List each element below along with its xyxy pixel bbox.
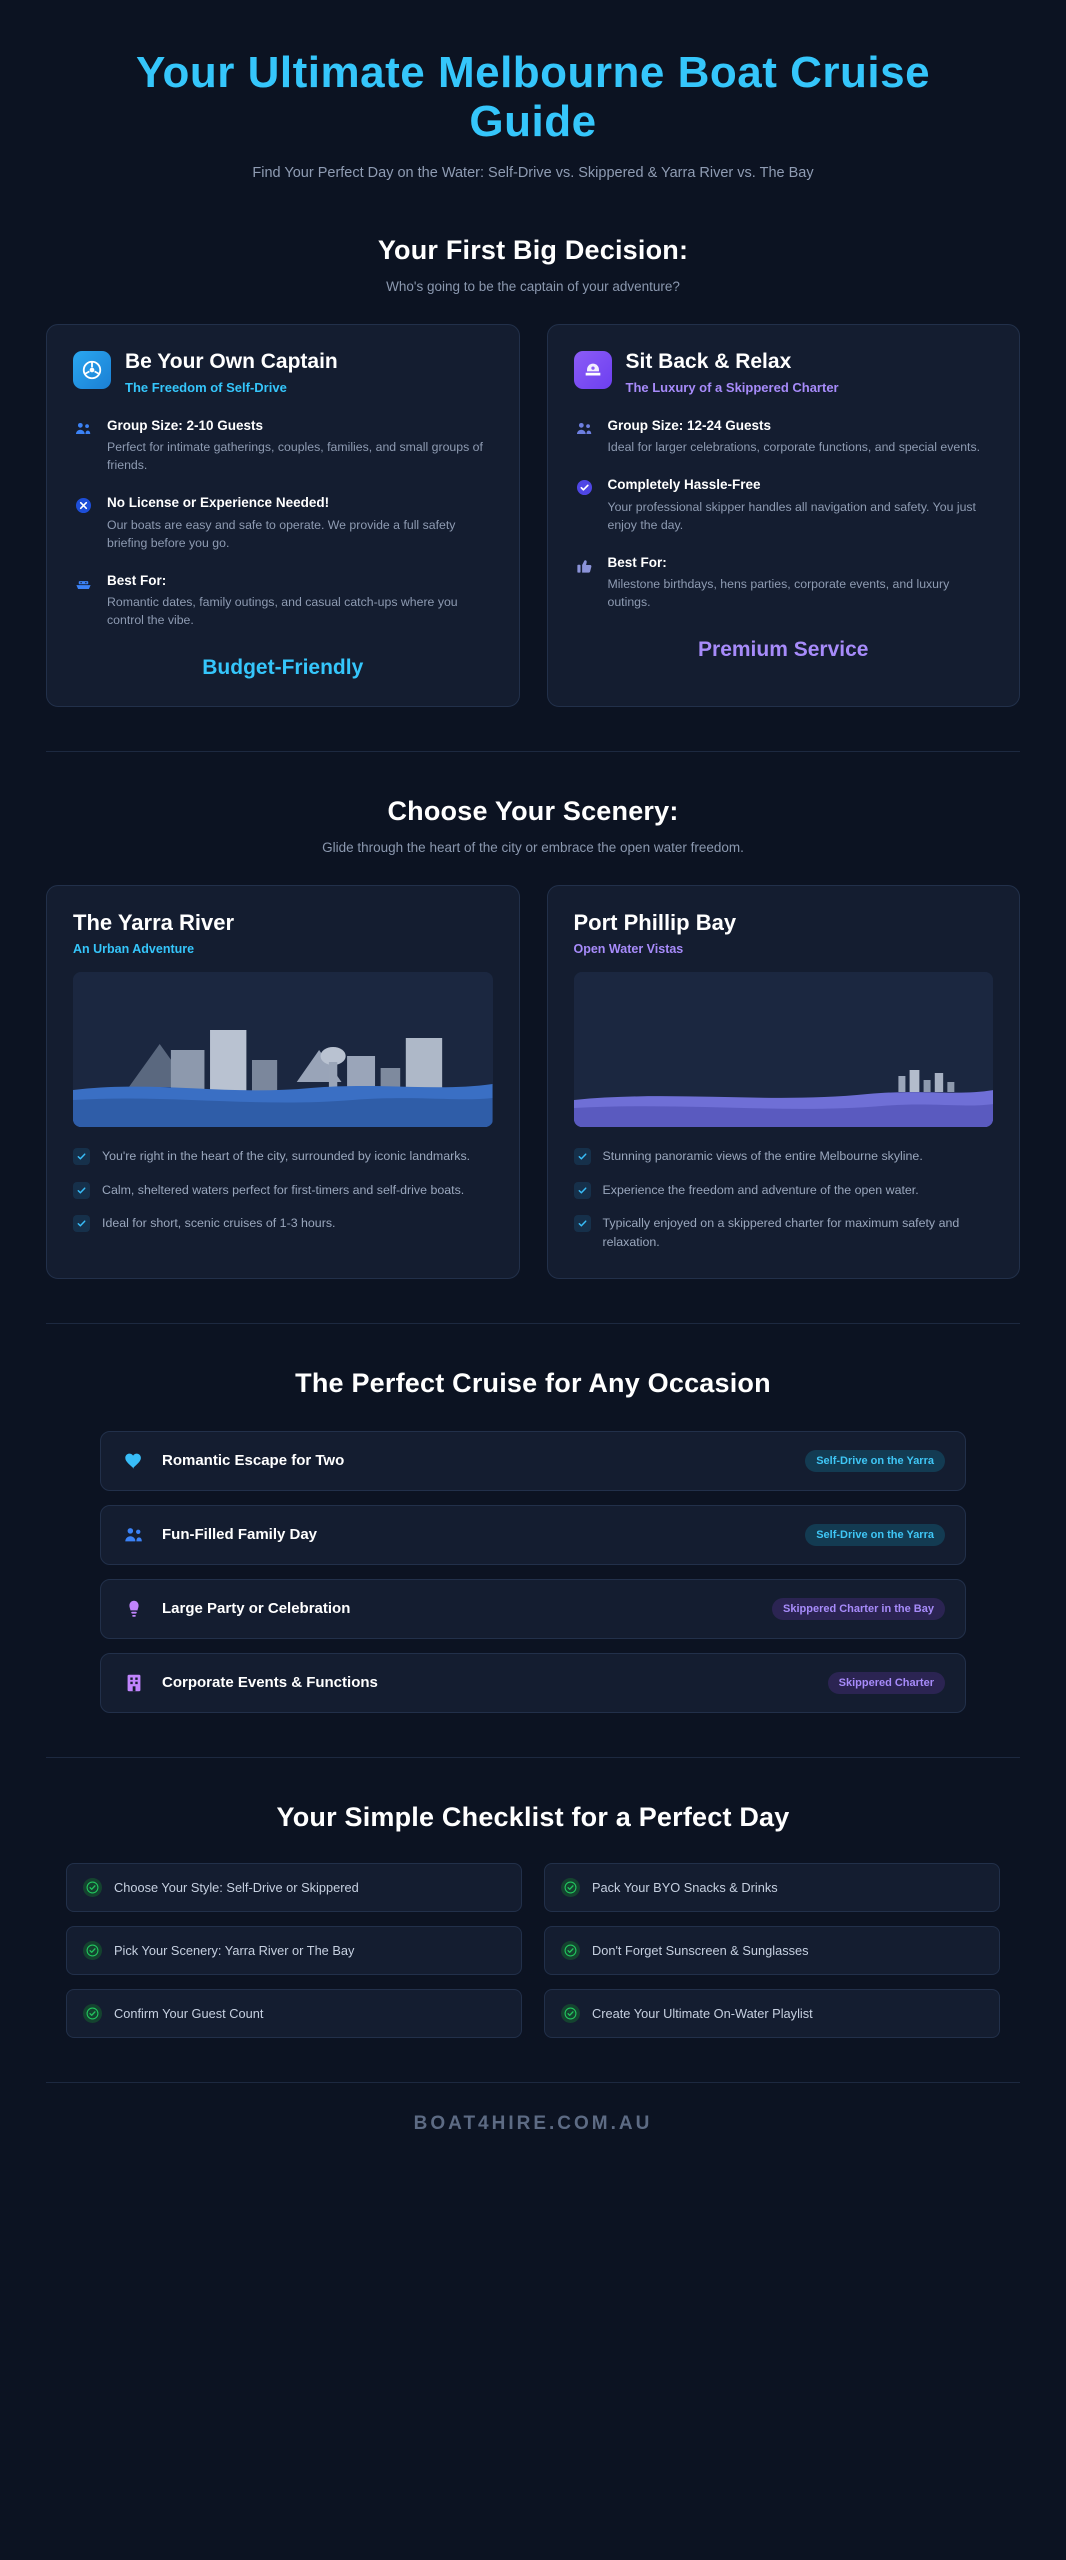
card-header-text bbox=[125, 349, 338, 395]
scenery-point bbox=[73, 1181, 493, 1200]
feature-list bbox=[73, 417, 493, 630]
scenery-title: Choose Your Scenery: bbox=[387, 796, 679, 827]
page-subtitle: Find Your Perfect Day on the Water: Self-Drive vs. Skippered & Yarra River vs. The Bay bbox=[252, 164, 814, 181]
feature-heading: Best For: bbox=[107, 572, 167, 588]
checklist-grid bbox=[46, 1863, 1020, 2038]
check-circle-icon bbox=[574, 477, 595, 498]
page-header bbox=[46, 30, 1020, 191]
check-icon bbox=[73, 1148, 90, 1165]
feature-list bbox=[574, 417, 994, 612]
scenery-card-row bbox=[46, 885, 1020, 1278]
section-decision bbox=[46, 235, 1020, 708]
feature-item bbox=[574, 554, 994, 612]
checklist-item-label: Confirm Your Guest Count bbox=[114, 2005, 264, 2021]
occasion-list bbox=[46, 1431, 1020, 1713]
occasion-badge: Skippered Charter bbox=[828, 1672, 945, 1694]
scenery-point bbox=[73, 1214, 493, 1233]
occasion-row-corporate bbox=[100, 1653, 966, 1713]
scenery-card-tagline: An Urban Adventure bbox=[73, 942, 195, 957]
check-icon bbox=[574, 1148, 591, 1165]
group-icon bbox=[574, 418, 595, 439]
boat-icon bbox=[73, 573, 94, 594]
card-footer-label: Premium Service bbox=[698, 638, 869, 662]
occasion-row-romantic bbox=[100, 1431, 966, 1491]
scenery-point-text: Experience the freedom and adventure of the open water. bbox=[602, 1182, 919, 1197]
feature-heading: No License or Experience Needed! bbox=[107, 495, 330, 511]
feature-body bbox=[107, 494, 493, 552]
scenery-card-tagline: Open Water Vistas bbox=[573, 942, 684, 957]
check-circle-icon bbox=[561, 2004, 580, 2023]
checklist-item[interactable] bbox=[66, 1926, 522, 1975]
scenery-point bbox=[73, 1147, 493, 1166]
scenery-point bbox=[574, 1147, 994, 1166]
occasion-label: Corporate Events & Functions bbox=[162, 1674, 378, 1692]
feature-heading: Group Size: 2-10 Guests bbox=[107, 417, 264, 433]
feature-text: Milestone birthdays, hens parties, corporate events, and luxury outings. bbox=[607, 577, 950, 610]
card-tagline: The Luxury of a Skippered Charter bbox=[625, 379, 839, 395]
occasion-badge: Self-Drive on the Yarra bbox=[805, 1524, 945, 1546]
page-footer bbox=[46, 2082, 1020, 2163]
steering-wheel-icon bbox=[73, 351, 111, 389]
feature-item bbox=[73, 494, 493, 552]
feature-text: Your professional skipper handles all navigation and safety. You just enjoy the day. bbox=[607, 499, 976, 532]
divider bbox=[46, 1323, 1020, 1324]
feature-text: Our boats are easy and safe to operate. We provide a full safety briefing before you go. bbox=[107, 517, 456, 550]
checklist-item[interactable] bbox=[544, 1926, 1000, 1975]
check-icon bbox=[73, 1182, 90, 1199]
feature-text: Perfect for intimate gatherings, couples, families, and small groups of friends. bbox=[107, 440, 483, 473]
checklist-item-label: Pack Your BYO Snacks & Drinks bbox=[592, 1879, 778, 1895]
occasion-badge: Skippered Charter in the Bay bbox=[772, 1598, 945, 1620]
occasion-label: Large Party or Celebration bbox=[162, 1600, 351, 1618]
group-icon bbox=[73, 418, 94, 439]
scenery-point-text: Calm, sheltered waters perfect for first-timers and self-drive boats. bbox=[102, 1182, 465, 1197]
check-icon bbox=[574, 1182, 591, 1199]
scenery-points bbox=[574, 1147, 994, 1251]
scenery-card-title: Port Phillip Bay bbox=[573, 910, 737, 936]
card-yarra-river bbox=[46, 885, 520, 1278]
checklist-item[interactable] bbox=[66, 1989, 522, 2038]
feature-item bbox=[73, 572, 493, 630]
heart-icon bbox=[121, 1448, 147, 1474]
scenery-point-text: Ideal for short, scenic cruises of 1-3 hours. bbox=[102, 1216, 336, 1231]
feature-heading: Completely Hassle-Free bbox=[607, 477, 761, 493]
check-circle-icon bbox=[83, 2004, 102, 2023]
section-scenery bbox=[46, 796, 1020, 1278]
divider bbox=[46, 751, 1020, 752]
scenery-card-title: The Yarra River bbox=[73, 910, 235, 936]
family-icon bbox=[121, 1522, 147, 1548]
party-icon bbox=[121, 1596, 147, 1622]
feature-heading: Group Size: 12-24 Guests bbox=[607, 417, 772, 433]
divider bbox=[46, 1757, 1020, 1758]
decision-subtitle: Who's going to be the captain of your adventure? bbox=[386, 278, 680, 294]
scenery-point-text: You're right in the heart of the city, surrounded by iconic landmarks. bbox=[102, 1149, 471, 1164]
feature-body bbox=[107, 572, 493, 630]
checklist-item-label: Choose Your Style: Self-Drive or Skippered bbox=[114, 1879, 359, 1895]
thumbs-up-icon bbox=[574, 555, 595, 576]
feature-item bbox=[574, 476, 994, 534]
scenery-point bbox=[574, 1214, 994, 1251]
card-header-text bbox=[626, 349, 839, 395]
feature-body bbox=[107, 417, 493, 475]
feature-text: Romantic dates, family outings, and casual catch-ups where you control the vibe. bbox=[107, 595, 458, 628]
decision-title: Your First Big Decision: bbox=[377, 234, 689, 265]
building-icon bbox=[121, 1670, 147, 1696]
feature-item bbox=[574, 417, 994, 458]
page-title: Your Ultimate Melbourne Boat Cruise Guide bbox=[135, 48, 931, 147]
check-icon bbox=[574, 1215, 591, 1232]
feature-text: Ideal for larger celebrations, corporate functions, and special events. bbox=[607, 440, 981, 455]
card-skippered bbox=[547, 324, 1021, 708]
checklist-item[interactable] bbox=[544, 1863, 1000, 1912]
feature-heading: Best For: bbox=[607, 554, 667, 570]
occasion-label: Romantic Escape for Two bbox=[162, 1452, 345, 1470]
check-circle-icon bbox=[561, 1878, 580, 1897]
occasion-row-party bbox=[100, 1579, 966, 1639]
checklist-item[interactable] bbox=[544, 1989, 1000, 2038]
occasion-badge: Self-Drive on the Yarra bbox=[805, 1450, 945, 1472]
card-title: Be Your Own Captain bbox=[125, 349, 338, 373]
scenery-point-text: Stunning panoramic views of the entire Melbourne skyline. bbox=[602, 1149, 923, 1164]
card-title: Sit Back & Relax bbox=[625, 349, 792, 373]
city-skyline-river-illustration bbox=[73, 972, 493, 1127]
section-occasions bbox=[46, 1368, 1020, 1713]
occasion-label: Fun-Filled Family Day bbox=[162, 1526, 318, 1544]
scenery-points bbox=[73, 1147, 493, 1233]
card-self-drive bbox=[46, 324, 520, 708]
card-footer-label: Budget-Friendly bbox=[202, 656, 364, 680]
feature-body bbox=[608, 476, 994, 534]
checklist-item-label: Pick Your Scenery: Yarra River or The Bay bbox=[114, 1942, 355, 1958]
brand-name: BOAT4HIRE.COM.AU bbox=[413, 2112, 653, 2134]
check-icon bbox=[73, 1215, 90, 1232]
card-tagline: The Freedom of Self-Drive bbox=[125, 379, 287, 395]
decision-card-row bbox=[46, 324, 1020, 708]
occasions-title: The Perfect Cruise for Any Occasion bbox=[295, 1367, 771, 1398]
checklist-title: Your Simple Checklist for a Perfect Day bbox=[276, 1801, 790, 1832]
check-circle-icon bbox=[83, 1941, 102, 1960]
check-circle-icon bbox=[561, 1941, 580, 1960]
occasion-row-family bbox=[100, 1505, 966, 1565]
checklist-item-label: Create Your Ultimate On-Water Playlist bbox=[592, 2005, 813, 2021]
card-header bbox=[574, 349, 994, 395]
captain-hat-icon bbox=[574, 351, 612, 389]
feature-item bbox=[73, 417, 493, 475]
scenery-point-text: Typically enjoyed on a skippered charter for maximum safety and relaxation. bbox=[602, 1216, 960, 1249]
feature-body bbox=[608, 417, 981, 458]
no-license-icon bbox=[73, 495, 94, 516]
feature-body bbox=[608, 554, 994, 612]
scenery-point bbox=[574, 1181, 994, 1200]
check-circle-icon bbox=[83, 1878, 102, 1897]
scenery-subtitle: Glide through the heart of the city or embrace the open water freedom. bbox=[322, 840, 744, 856]
card-header bbox=[73, 349, 493, 395]
open-bay-horizon-illustration bbox=[574, 972, 994, 1127]
checklist-item-label: Don't Forget Sunscreen & Sunglasses bbox=[592, 1942, 809, 1958]
card-port-phillip-bay bbox=[547, 885, 1021, 1278]
checklist-item[interactable] bbox=[66, 1863, 522, 1912]
section-checklist bbox=[46, 1802, 1020, 2038]
